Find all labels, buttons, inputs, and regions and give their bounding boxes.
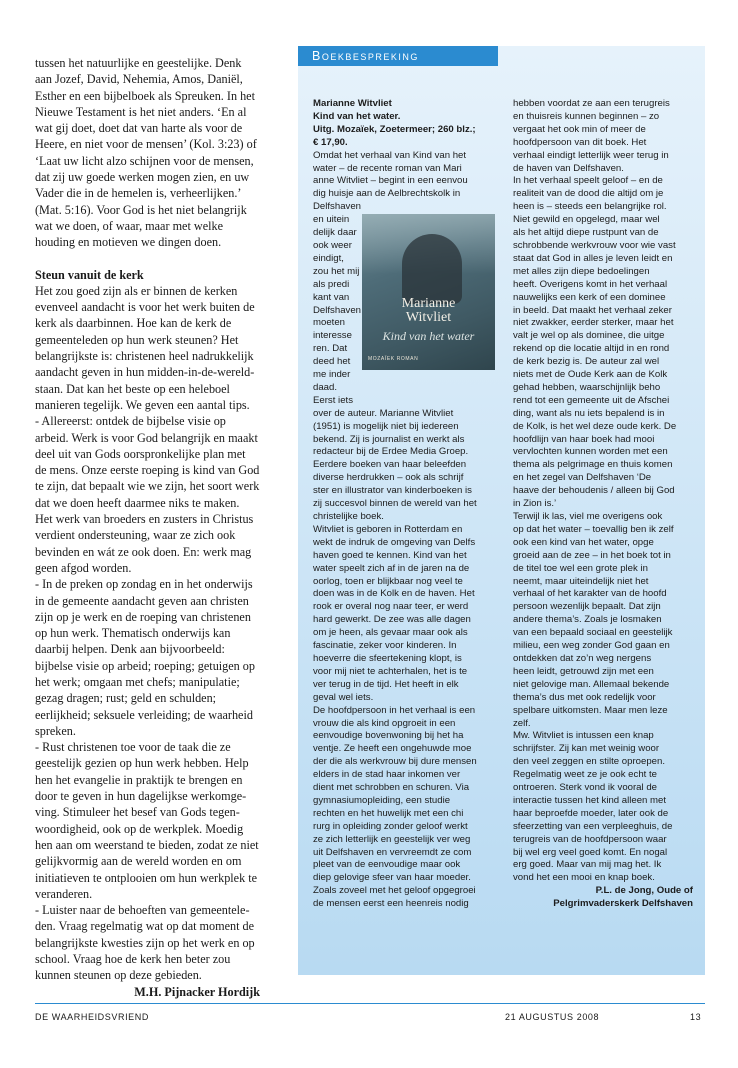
text-line: heen leidt, getrouwd zijn met een [513, 665, 654, 677]
text-line: uit Delfshaven en vervreemdt ze com [313, 846, 472, 858]
text-line: kant van [313, 291, 350, 303]
text-line: diverse herdrukken – ook als schrijf [313, 472, 464, 484]
text-line: interactie tussen het kind alleen met [513, 794, 667, 806]
text-line: gymnasiumopleiding, een studie [313, 794, 451, 806]
text-line: geval wel iets. [313, 691, 374, 703]
text-line: spelbare uitkomsten. Maar men leze [513, 704, 668, 716]
text-line: de titel toe wel een grote plek in [513, 562, 648, 574]
text-line: eenvoudige bovenwoning bij het ha [313, 730, 464, 742]
review-text-b [513, 98, 693, 885]
text-line: redacteur bij de Erdee Media Groep. [313, 446, 469, 458]
text-line: niet gelovige man. Allemaal bekende [513, 678, 670, 690]
text-line: thema’s dus met ook redelijk voor [513, 691, 656, 703]
text-line: vergaat het ook min of meer de [513, 123, 646, 135]
text-line: de Kolk, is het wel deze oude kerk. De [513, 420, 677, 432]
text-line: neemt, maar uiteindelijk niet het [513, 575, 649, 587]
book-price: € 17,90. [313, 136, 348, 148]
text-line: voor mij niet te achterhalen, het is te [313, 665, 468, 677]
text-line: oorlog, toen er blijkbaar nog veel te [313, 575, 463, 587]
text-line: rekend op die locatie altijd in en rond [513, 343, 670, 355]
text-line: water – de recente roman van Mari [313, 162, 462, 174]
text-line: moeten [313, 317, 345, 329]
section-heading: Steun vanuit de kerk [35, 267, 144, 282]
text-line: Witvliet is geboren in Rotterdam en [313, 523, 463, 535]
paragraph: - Luister naar de behoeften van gemeenteleden. Vraag regelmatig wat op dat moment de belangrijkste kwesties zijn op het werk en op school. Vraag hoe de kerk hen beter zou kunnen steunen op deze gebieden. [35, 903, 255, 983]
paragraph: - Rust christenen toe voor de taak die ze geestelijk gezien op hun werk hebben. Help hen het evangelie in praktijk te brengen en door te geven in hun dagelijkse werkomgeving. Stimuleer het besef van Gods tegenwoordigheid, ook op de werkplek. Moedig hen aan om weerstand te bieden, zodat ze niet gelijkvormig aan de wereld worden en om initiatieven te ontplooien om hun werkplek te veranderen. [35, 740, 259, 901]
text-line: ontdekken dat zo’n weg nergens [513, 652, 652, 664]
text-line: erg goed. Maar van mij mag het. Ik [513, 859, 662, 871]
text-line: haave der behoudenis / alleen bij God [513, 485, 675, 497]
text-line: eindigt, [313, 252, 344, 264]
text-line: vrouw die als kind opgroeit in een [313, 717, 456, 729]
text-line: hard gewerkt. De zee was alle dagen [313, 614, 471, 626]
text-line: hebben voordat ze aan een terugreis [513, 98, 670, 109]
text-line: me inder [313, 369, 351, 381]
reviewer-signature-2: Pelgrimvaderskerk Delfshaven [553, 898, 693, 910]
text-line: nauwelijks een kerk of een dominee [513, 291, 666, 303]
text-line: over de auteur. Marianne Witvliet [313, 407, 454, 419]
text-line: Terwijl ik las, viel me overigens ook [513, 511, 663, 522]
text-line: anne Witvliet – begint in een eenvou [313, 175, 468, 187]
text-line: interesse [313, 330, 352, 342]
cover-author: Marianne Witvliet [401, 296, 456, 325]
text-line: bekend. Zij is journalist en werkt als [313, 433, 465, 445]
text-line: water speelt zich af in de jaren na de [313, 562, 470, 574]
paragraph: Het zou goed zijn als er binnen de kerken evenveel aandacht is voor het werk buiten de kerk als daarbinnen. Hoe kan de kerk de gemeenteleden op hun werk steunen? Het belangrijkste is: christenen heel nadrukkelijk aandacht geven in hun midden-in-de-wereld-staan. Dat kan het beste op een heleboel manieren tegelijk. We geven een aantal tips. [35, 283, 255, 412]
book-publisher: Uitg. Mozaïek, Zoetermeer; 260 blz.; [313, 123, 476, 135]
text-line: hoeverre die sfeertekening klopt, is [313, 652, 462, 664]
text-line: rechten en het huwelijk met een chi [313, 807, 464, 819]
text-line: haven goed te kennen. Kind van het [313, 549, 467, 561]
text-line: als predi [313, 278, 350, 290]
text-line: valt je wel op als dominee, die uitge [513, 330, 665, 342]
text-line: ver terug in de tijd. Het heeft in elk [313, 678, 459, 690]
text-line: pleet van de eenvoudige maar ook [313, 859, 461, 871]
cover-title: Kind van het water [382, 329, 475, 343]
text-line: zij succesvol binnen de wereld van het [313, 498, 477, 510]
footer-rule [35, 1003, 705, 1004]
text-line: Omdat het verhaal van Kind van het [313, 149, 467, 161]
text-line: sfeerzetting van een verpleeghuis, de [513, 820, 673, 832]
text-line: daad. [313, 381, 338, 393]
text-line: niet zwakker, eerder sterker, maar het [513, 317, 674, 329]
text-line: verhaal eindigt letterlijk weer terug in [513, 149, 669, 161]
text-line: milieu, een weg zonder God gaan en [513, 640, 670, 652]
text-line: ze zich letterlijk en geestelijk ver weg [313, 833, 471, 845]
text-line: diep gelovige sfeer van haar moeder. [313, 872, 471, 884]
text-line: Niet gewild en opgelegd, maar wel [513, 214, 660, 226]
text-line: ster en illustrator van kinderboeken is [313, 485, 472, 497]
text-line: terugreis van de hoofdpersoon waar [513, 833, 667, 845]
text-line: Delfshaven [313, 304, 361, 316]
text-line: (1951) is mogelijk niet bij iedereen [313, 420, 459, 432]
text-line: vervlochten kunnen worden met een [513, 446, 668, 458]
book-author: Marianne Witvliet [313, 98, 392, 109]
text-line: vond het een mooi en knap boek. [513, 872, 655, 884]
text-line: delijk daar [313, 227, 357, 239]
article-left-column [35, 55, 260, 1000]
text-line: gehad hebben, waarschijnlijk beho [513, 381, 661, 393]
text-line: doen was in de Kolk en de haven. Het [313, 588, 475, 600]
cover-publisher: MOZAÏEK ROMAN [368, 356, 419, 362]
footer-publication: DE WAARHEIDSVRIEND [35, 1012, 149, 1022]
text-line: schrobbende werkvrouw voor wie vast [513, 239, 676, 251]
text-line: en uitein [313, 214, 350, 226]
text-line: groeid aan de zee – in het boek tot in [513, 549, 671, 561]
text-line: om je heen, als gevaar maar ook als [313, 627, 468, 639]
text-line: zou het mij [313, 265, 360, 277]
footer-date: 21 AUGUSTUS 2008 [505, 1012, 600, 1022]
text-line: van een bepaald sociaal en geestelijk [513, 627, 673, 639]
text-line: In het verhaal speelt geloof – en de [513, 175, 663, 187]
text-line: Delfshaven [313, 201, 361, 213]
text-line: ren. Dat [313, 343, 348, 355]
review-header: Boekbespreking [298, 46, 498, 66]
text-line: en thuisreis kunnen beginnen – zo [513, 110, 660, 122]
text-line: den veel zeggen en stilte oproepen. [513, 756, 666, 768]
text-line: Regelmatig weet ze je ook echt te [513, 769, 657, 781]
text-line: heen is – steeds een belangrijke rol. [513, 201, 667, 213]
text-line: De hoofdpersoon in het verhaal is een [313, 704, 476, 716]
text-line: ventje. Ze heeft een ongehuwde moe [313, 743, 472, 755]
text-line: hoofdpersoon van dit boek. Het [513, 136, 647, 148]
text-line: realiteit van de dood die altijd om je [513, 188, 664, 200]
text-line: dient met schrobben en schuren. Via [313, 782, 470, 794]
text-line: rend tot een gemeente uit de Afschei [513, 394, 670, 406]
review-column-b [513, 98, 693, 911]
text-line: Zoals zoveel met het geloof opgegroei [313, 885, 476, 897]
text-line: de haven van Delfshaven. [513, 162, 624, 174]
text-line: op dat het water – toevallig ben ik zelf [513, 523, 674, 535]
text-line: andere thema’s. Zoals je losmaken [513, 614, 662, 626]
text-line: deed het [313, 356, 351, 368]
text-line: persoon wezenlijk bepaalt. Dat zijn [513, 601, 661, 613]
text-line: wekt de indruk de omgeving van Delfs [313, 536, 476, 548]
text-line: in Zion is.’ [513, 498, 557, 510]
paragraph: - Allereerst: ontdek de bijbelse visie op arbeid. Werk is voor God belangrijk en maakt deel uit van Gods oorspronkelijke plan met de mens. Onze eerste roeping is kind van God te zijn, dat bepaalt wie we zijn, het soort werk dat we doen heeft daarmee niks te maken. Het werk van broeders en zusters in Christus verdient ondersteuning, waar ze zich ook bevinden en wát ze ook doen. En: werk mag geen afgod worden. [35, 414, 260, 575]
paragraph: - In de preken op zondag en in het onderwijs in de gemeente aandacht geven aan christen zijn op je werk en de roeping van christenen op hun werk. Thematisch onderwijs kan daarbij helpen. Denk aan bijvoorbeeld: bijbelse visie op arbeid; roeping; getuigen op het werk; omgaan met chefs; manipulatie; gezag dragen; rust; geld en schulden; eerlijkheid; seksuele verleiding; de waarheid spreken. [35, 577, 255, 738]
paragraph: tussen het natuurlijke en geestelijke. Denk aan Jozef, David, Nehemia, Amos, Daniël, Esther en een bijbelboek als Spreuken. In het Nieuwe Testament is het niet anders. ‘En al wat gij doet, doet dat van harte als voor de Heere, en niet voor de mensen’ (Kol. 3:23) of ‘Laat uw licht alzo schijnen voor de mensen, dat zij uw goede werken mogen zien, en uw Vader die in de hemelen is, verheerlijken.’ (Mat. 5:16). Voor God is het niet belangrijk wat we doen, of waar, maar met welke houding en motieven we dingen doen. [35, 56, 257, 250]
text-line: met alles zijn diepe bedoelingen [513, 265, 650, 277]
book-cover-image [362, 214, 495, 370]
text-line: hoofdlijn van haar boek had mooi [513, 433, 655, 445]
text-line: ook weer [313, 239, 352, 251]
text-line: heeft. Overigens komt in het verhaal [513, 278, 668, 290]
text-line: thema als pelgrimage en thuis komen [513, 459, 673, 471]
text-line: niets met de Oude Kerk aan de Kolk [513, 369, 668, 381]
text-line: de kerk bezig is. De auteur zal wel [513, 356, 660, 368]
author-signature: M.H. Pijnacker Hordijk [134, 984, 260, 999]
reviewer-signature-1: P.L. de Jong, Oude of [595, 885, 693, 897]
text-line: dig huisje aan de Aelbrechtskolk in [313, 188, 461, 200]
text-line: fascinatie, zeker voor kinderen. In [313, 640, 457, 652]
text-line: de mensen eerst een heenreis nodig [313, 898, 469, 910]
text-line: Eerst iets [313, 394, 353, 406]
text-line: elders in de stad haar inkomen ver [313, 769, 461, 781]
text-line: ontroeren. Sterk vond ik vooral de [513, 782, 657, 794]
text-line: haar beproefde moeder, later ook de [513, 807, 669, 819]
text-line: zelf. [513, 717, 531, 729]
text-line: ook een kind van het water, opge [513, 536, 654, 548]
text-line: en het zegel van Delfshaven ‘De [513, 472, 652, 484]
text-line: rook er overal nog naar teer, er werd [313, 601, 469, 613]
text-line: verhaal of het karakter van de hoofd [513, 588, 667, 600]
text-line: der die als werkvrouw bij dure mensen [313, 756, 477, 768]
text-line: christelijke boek. [313, 511, 384, 522]
text-line: rurg in opleiding zonder geloof werkt [313, 820, 468, 832]
text-line: Eerdere boeken van haar beleefden [313, 459, 467, 471]
text-line: ding, want als nu iets bepalend is in [513, 407, 665, 419]
text-line: Mw. Witvliet is intussen een knap [513, 730, 654, 742]
text-line: bij wel erg veel goed komt. En nogal [513, 846, 668, 858]
text-line: schrijfster. Zij kan met weinig woor [513, 743, 660, 755]
text-line: in beeld. Dat maakt het verhaal zeker [513, 304, 672, 316]
book-title: Kind van het water. [313, 110, 401, 122]
text-line: staat dat God in alles je leven leidt en [513, 252, 673, 264]
text-line: als het altijd diepe rustpunt van de [513, 227, 659, 239]
footer-page-number: 13 [690, 1012, 702, 1022]
